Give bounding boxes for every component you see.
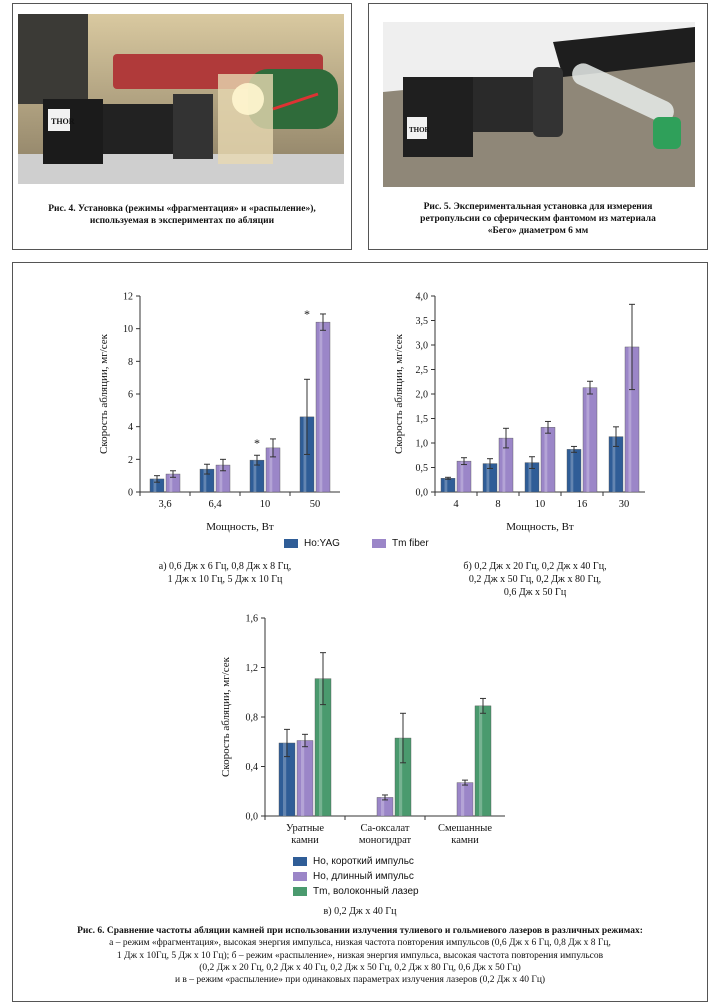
legend-tm-fiber-swatch <box>372 539 386 548</box>
y-tick-label: 3,0 <box>415 340 428 352</box>
y-tick-label: 1,0 <box>415 438 428 450</box>
setup-photo-graphic <box>18 14 344 184</box>
bar <box>567 449 581 492</box>
y-axis-label: Скорость абляции, мг/сек <box>393 333 405 455</box>
figure-5-panel <box>368 3 708 250</box>
y-tick-label: 0,8 <box>245 712 258 724</box>
legend-ho-short-swatch <box>293 857 307 866</box>
subcaption-a-line-1: а) 0,6 Дж x 6 Гц, 0,8 Дж x 8 Гц, <box>158 561 292 572</box>
x-tick-label: камни <box>451 835 479 846</box>
chart-a <box>95 282 345 542</box>
y-tick-label: 4 <box>128 422 133 434</box>
figure-5-caption <box>369 202 707 238</box>
bar <box>441 478 455 492</box>
bar-highlight <box>320 322 323 492</box>
bar-highlight <box>445 478 448 492</box>
bar <box>297 741 313 816</box>
bar-highlight <box>629 347 632 492</box>
x-tick-label: 10 <box>259 499 271 510</box>
x-tick-label: 16 <box>576 499 588 510</box>
subcaption-b-line-3: 0,6 Дж x 50 Гц <box>503 587 567 598</box>
y-tick-label: 0,5 <box>415 463 428 474</box>
fig4-brand-text: THOR <box>51 117 75 126</box>
bar <box>541 427 555 492</box>
x-tick-label: 8 <box>495 499 501 510</box>
figure-6-caption-line-5: и в – режим «распыление» при одинаковых параметрах излучения лазеров (0,2 Дж x 40 Гц) <box>174 975 546 986</box>
legend-ho-yag-swatch <box>284 539 298 548</box>
y-tick-label: 0,4 <box>245 762 258 773</box>
y-axis-label: Скорость абляции, мг/сек <box>98 333 110 455</box>
retropulsion-photo-graphic <box>383 22 695 187</box>
x-tick-label: 3,6 <box>158 499 172 510</box>
bar-highlight <box>154 479 157 492</box>
legend-tm-green-label: Tm, волоконный лазер <box>313 886 419 897</box>
subcaption-a <box>110 560 340 586</box>
bar-highlight <box>461 461 464 492</box>
y-axis-label: Скорость абляции, мг/сек <box>220 656 232 778</box>
bar <box>583 388 597 492</box>
significance-marker: * <box>254 436 260 450</box>
subcaption-b-line-1: б) 0,2 Дж x 20 Гц, 0,2 Дж x 40 Гц, <box>463 561 607 572</box>
x-axis-label: Мощность, Вт <box>506 521 574 533</box>
bar-highlight <box>399 738 402 816</box>
y-tick-label: 2 <box>128 454 133 466</box>
y-tick-label: 0,0 <box>245 811 258 823</box>
x-tick-label: камни <box>291 835 319 846</box>
bar-highlight <box>220 465 223 492</box>
bar-highlight <box>613 437 616 492</box>
bar-highlight <box>503 438 506 492</box>
figure-4-panel <box>12 3 352 250</box>
legend-tm-green-swatch <box>293 887 307 896</box>
figure-6-caption-line-4: (0,2 Дж x 20 Гц, 0,2 Дж x 40 Гц, 0,2 Дж x 50 Гц, 0,2 Дж x 80 Гц, 0,6 Дж x 50 Гц) <box>199 963 521 974</box>
figure-6-caption-line-2: а – режим «фрагментация», высокая энергия импульса, низкая частота повторения импульсов (0,6 Дж x 6 Гц, 0,8 Дж x 8 Гц, <box>109 938 611 949</box>
x-tick-label: Са-оксалат <box>360 823 410 834</box>
figure-5-caption-line-1: Рис. 5. Экспериментальная установка для измерения <box>423 202 653 212</box>
legend-ho-long <box>293 871 414 882</box>
bar-highlight <box>270 448 273 492</box>
x-tick-label: 4 <box>453 499 459 510</box>
y-tick-label: 0,0 <box>415 487 428 499</box>
y-tick-label: 3,5 <box>415 316 428 327</box>
figure-6-caption-line-1: Рис. 6. Сравнение частоты абляции камней при использовании излучения тулиевого и гольмиевого лазеров в различных режимах: <box>77 926 643 936</box>
bar-highlight <box>487 464 490 492</box>
legend-tm-fiber-label: Tm fiber <box>392 538 429 549</box>
subcaption-c-text: в) 0,2 Дж x 40 Гц <box>323 906 397 917</box>
x-axis-label: Мощность, Вт <box>206 521 274 533</box>
figure-4-caption-line-2: используемая в экспериментах по абляции <box>89 215 275 226</box>
legend-tm-green <box>293 886 419 897</box>
figure-6-caption <box>14 925 706 987</box>
y-tick-label: 1,5 <box>415 414 428 425</box>
bar-highlight <box>283 743 286 816</box>
subcaption-c <box>260 905 460 918</box>
legend-ho-long-swatch <box>293 872 307 881</box>
legend-ho-short-label: Ho, короткий импульс <box>313 856 414 867</box>
legend-tm-fiber <box>372 538 429 549</box>
figure-5-caption-line-3: «Бего» диаметром 6 мм <box>487 225 589 236</box>
legend-ho-short <box>293 856 414 867</box>
legend-ho-long-label: Ho, длинный импульс <box>313 871 414 882</box>
legend-ho-yag <box>284 538 340 549</box>
subcaption-a-line-2: 1 Дж x 10 Гц, 5 Дж x 10 Гц <box>167 574 283 585</box>
significance-marker: * <box>304 306 310 321</box>
subcaption-b-line-2: 0,2 Дж x 50 Гц, 0,2 Дж x 80 Гц, <box>468 574 602 585</box>
y-tick-label: 10 <box>123 324 133 336</box>
y-tick-label: 6 <box>128 389 133 401</box>
bar <box>475 706 491 816</box>
x-tick-label: 50 <box>309 499 321 510</box>
y-tick-label: 4,0 <box>415 291 428 303</box>
figure-5-caption-line-2: ретропульсии со сферическим фантомом из материала <box>420 213 656 224</box>
x-tick-label: 6,4 <box>208 499 222 510</box>
figure-4-caption <box>13 204 351 228</box>
bar-highlight <box>529 463 532 492</box>
bar-highlight <box>571 449 574 492</box>
figure-4-photo <box>18 14 344 184</box>
bar <box>457 461 471 492</box>
bar-highlight <box>319 679 322 816</box>
x-tick-label: Уратные <box>285 823 325 834</box>
chart-b <box>390 282 650 542</box>
bar-highlight <box>301 741 304 816</box>
fig5-brand-text: THOR <box>409 126 430 134</box>
y-tick-label: 2,0 <box>415 389 428 401</box>
figure-4-caption-line-1: Рис. 4. Установка (режимы «фрагментация» и «распыление»), <box>48 204 316 214</box>
y-tick-label: 8 <box>128 356 133 368</box>
legend-ho-yag-label: Ho:YAG <box>304 538 340 549</box>
y-tick-label: 0 <box>128 487 133 499</box>
bar <box>316 322 330 492</box>
bar-highlight <box>170 474 173 492</box>
x-tick-label: 30 <box>618 499 630 510</box>
y-tick-label: 12 <box>123 291 133 303</box>
subcaption-b <box>410 560 660 599</box>
bar-highlight <box>204 469 207 492</box>
y-tick-label: 2,5 <box>415 365 428 376</box>
bar-highlight <box>545 427 548 492</box>
bar-highlight <box>479 706 482 816</box>
x-tick-label: моногидрат <box>358 835 412 846</box>
bar <box>457 783 473 816</box>
y-tick-label: 1,2 <box>245 663 258 674</box>
figure-6-caption-line-3: 1 Дж x 10Гц, 5 Дж x 10 Гц); б – режим «распыление», низкая энергия импульса, высокая частота повторения импульсов <box>116 950 604 961</box>
bar-highlight <box>587 388 590 492</box>
chart-c <box>215 608 515 858</box>
y-tick-label: 1,6 <box>245 613 258 625</box>
x-tick-label: Смешанные <box>437 823 493 834</box>
x-tick-label: 10 <box>534 499 546 510</box>
bar-highlight <box>461 783 464 816</box>
figure-5-photo <box>383 22 695 187</box>
